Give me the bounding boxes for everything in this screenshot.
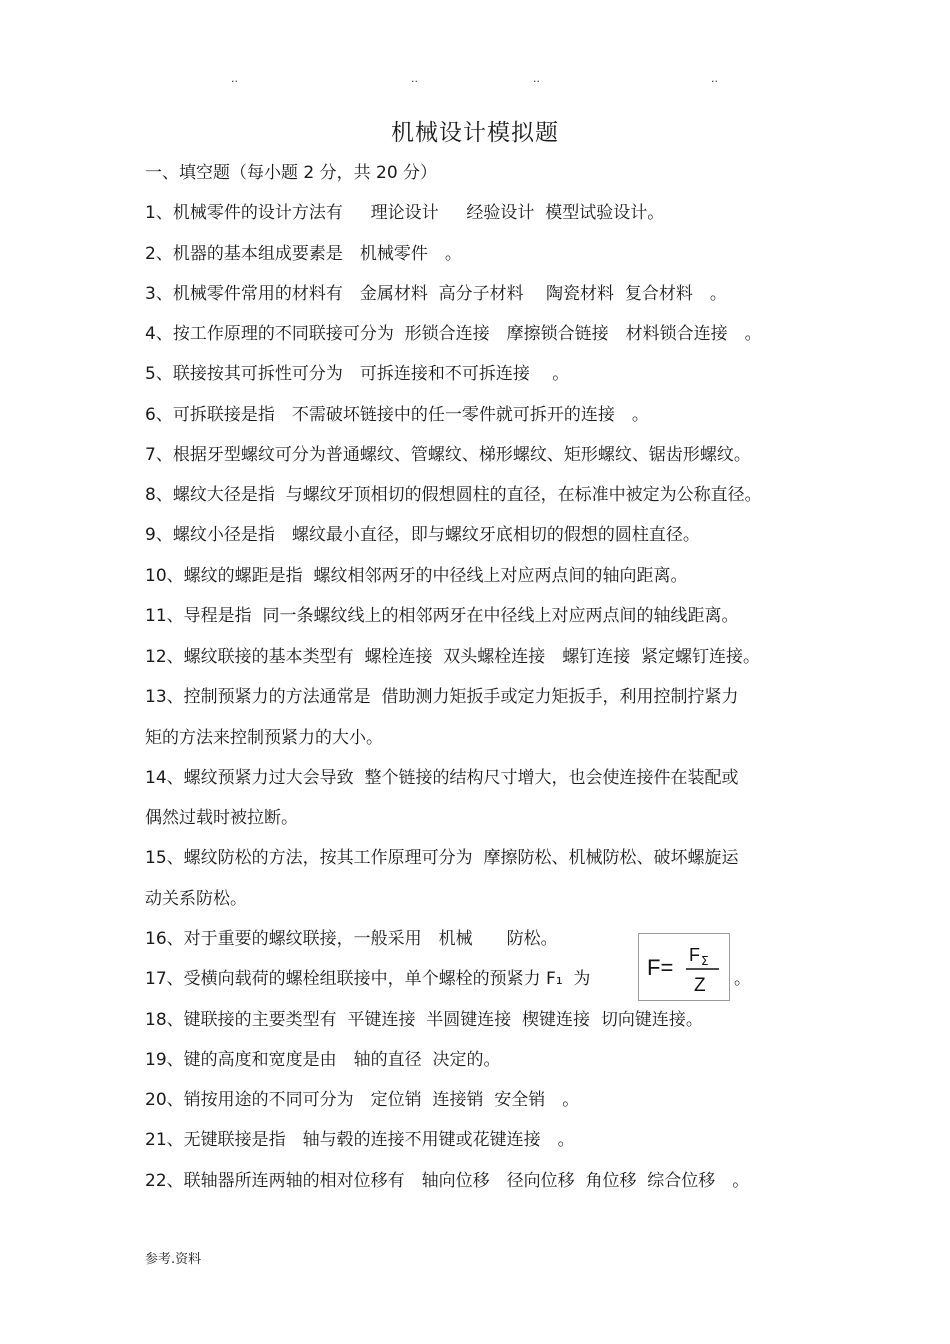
list-item: 10、螺纹的螺距是指 螺纹相邻两牙的中径线上对应两点间的轴向距离。 bbox=[145, 566, 688, 586]
list-item: 15、螺纹防松的方法，按其工作原理可分为 摩擦防松、机械防松、破坏螺旋运 bbox=[145, 848, 739, 868]
header-mark: .. bbox=[533, 72, 540, 85]
list-item: 7、根据牙型螺纹可分为普通螺纹、管螺纹、梯形螺纹、矩形螺纹、锯齿形螺纹。 bbox=[145, 445, 751, 465]
formula-lhs: F= bbox=[647, 955, 674, 980]
formula-numerator-subscript: Σ bbox=[701, 954, 709, 968]
list-item: 12、螺纹联接的基本类型有 螺栓连接 双头螺栓连接 螺钉连接 紧定螺钉连接。 bbox=[145, 647, 761, 667]
list-item: 11、导程是指 同一条螺纹线上的相邻两牙在中径线上对应两点间的轴线距离。 bbox=[145, 606, 739, 626]
header-mark: .. bbox=[711, 72, 718, 85]
page-title: 机械设计模拟题 bbox=[391, 120, 559, 146]
section-heading: 一、填空题（每小题 2 分，共 20 分） bbox=[145, 163, 438, 183]
list-item: 5、联接按其可拆性可分为 可拆连接和不可拆连接 。 bbox=[145, 364, 570, 384]
list-item: 6、可拆联接是指 不需破坏链接中的任一零件就可拆开的连接 。 bbox=[145, 405, 649, 425]
formula-numerator: F bbox=[689, 945, 700, 965]
list-item: 16、对于重要的螺纹联接，一般采用 机械 防松。 bbox=[145, 929, 558, 949]
list-item-continuation: 偶然过载时被拉断。 bbox=[145, 808, 298, 828]
list-item: 19、键的高度和宽度是由 轴的直径 决定的。 bbox=[145, 1050, 501, 1070]
list-item: 2、机器的基本组成要素是 机械零件 。 bbox=[145, 244, 462, 264]
list-item: 8、螺纹大径是指 与螺纹牙顶相切的假想圆柱的直径，在标准中被定为公称直径。 bbox=[145, 485, 762, 505]
list-item: 4、按工作原理的不同联接可分为 形锁合连接 摩擦锁合链接 材料锁合连接 。 bbox=[145, 324, 762, 344]
formula-denominator: Z bbox=[694, 975, 706, 996]
list-item: 20、销按用途的不同可分为 定位销 连接销 安全销 。 bbox=[145, 1090, 580, 1110]
list-item: 21、无键联接是指 轴与毂的连接不用键或花键连接 。 bbox=[145, 1130, 575, 1150]
list-item: 18、键联接的主要类型有 平键连接 半圆键连接 楔键连接 切向键连接。 bbox=[145, 1010, 703, 1030]
header-mark: .. bbox=[231, 72, 238, 85]
list-item: 13、控制预紧力的方法通常是 借助测力矩扳手或定力矩扳手，利用控制拧紧力 bbox=[145, 687, 739, 707]
list-item-continuation: 矩的方法来控制预紧力的大小。 bbox=[145, 728, 383, 748]
list-item: 17、受横向载荷的螺栓组联接中，单个螺栓的预紧力 F₁ 为 bbox=[145, 969, 591, 989]
formula-image bbox=[638, 933, 730, 1001]
list-item: 9、螺纹小径是指 螺纹最小直径，即与螺纹牙底相切的假想的圆柱直径。 bbox=[145, 525, 700, 545]
list-item: 14、螺纹预紧力过大会导致 整个链接的结构尺寸增大，也会使连接件在装配或 bbox=[145, 768, 739, 788]
list-item: 1、机械零件的设计方法有 理论设计 经验设计 模型试验设计。 bbox=[145, 203, 665, 223]
list-item-continuation: 动关系防松。 bbox=[145, 889, 247, 909]
page-footer: 参考.资料 bbox=[145, 1252, 202, 1267]
list-item: 3、机械零件常用的材料有 金属材料 高分子材料 陶瓷材料 复合材料 。 bbox=[145, 284, 727, 304]
list-item: 22、联轴器所连两轴的相对位移有 轴向位移 径向位移 角位移 综合位移 。 bbox=[145, 1171, 750, 1191]
header-mark: .. bbox=[411, 72, 418, 85]
formula-trailing: 。 bbox=[734, 969, 751, 989]
